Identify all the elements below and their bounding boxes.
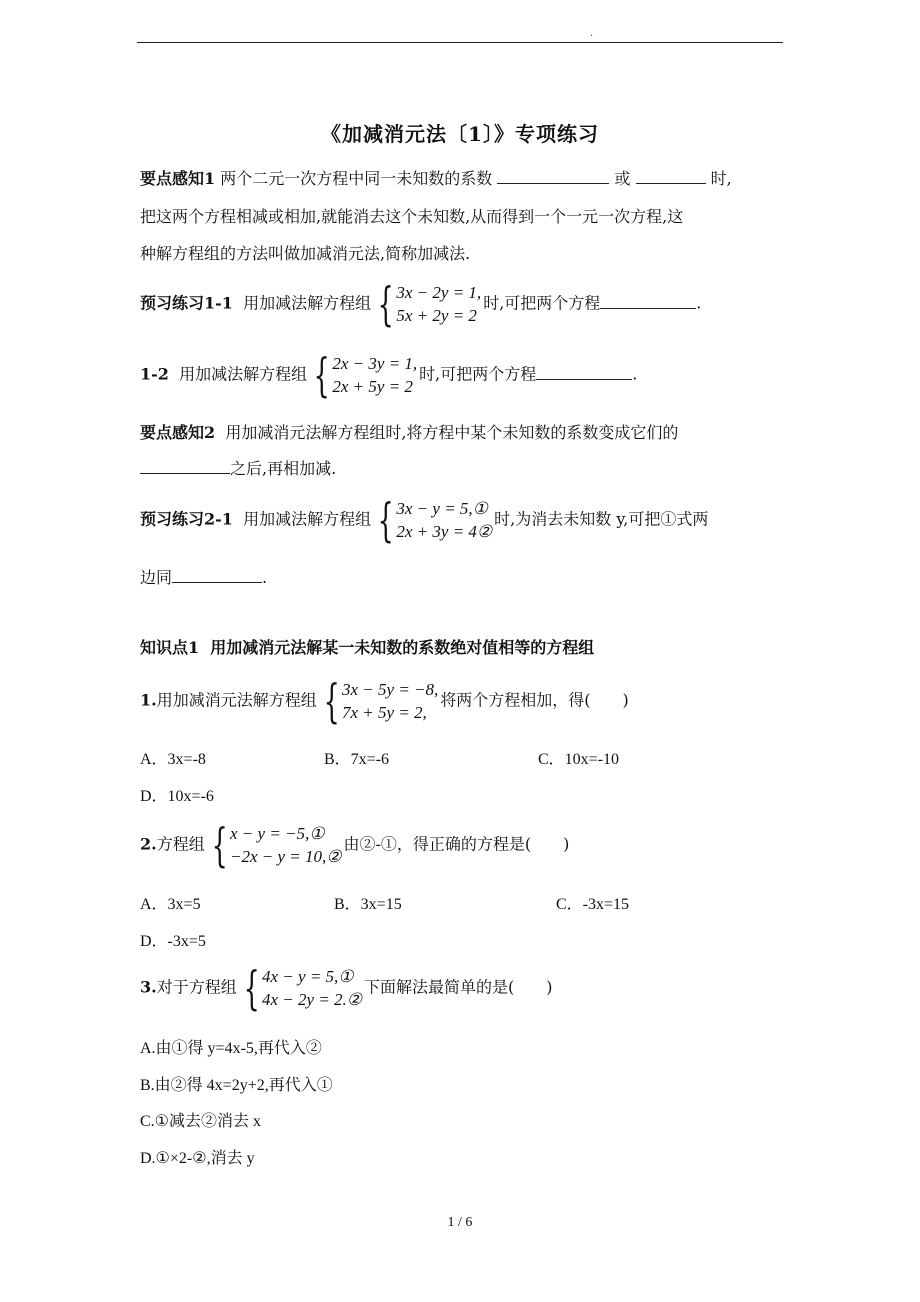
answer-blank[interactable]: [600, 292, 696, 309]
answer-blank[interactable]: [536, 363, 632, 380]
key-point-2-text2: 之后,再相加减.: [230, 459, 337, 478]
preview-2-1-line2: 边同: [140, 568, 173, 587]
equation-system: { 3x − y = 5,① 2x + 3y = 4②: [377, 493, 493, 547]
page-number: 1 / 6: [447, 1215, 473, 1230]
question-number: 2.: [140, 834, 157, 854]
key-point-1-label: 要点感知1: [140, 169, 216, 188]
equation: 4x − y = 5,①: [262, 967, 354, 986]
preview-2-1-label: 预习练习2-1: [140, 509, 233, 529]
preview-1-2-lead: 用加减法解方程组: [179, 364, 308, 384]
knowledge-point-1-label: 知识点1: [140, 638, 200, 657]
preview-exercise-2-1-line2: [140, 566, 267, 589]
option-c[interactable]: C．-3x=15: [556, 896, 630, 913]
header-dot: .: [590, 28, 594, 39]
equation: −2x − y = 10,②: [230, 847, 342, 866]
equation: 2x + 3y = 4②: [396, 522, 493, 541]
preview-2-1-lead: 用加减法解方程组: [243, 509, 372, 529]
preview-exercise-2-1: [140, 493, 709, 547]
period: .: [632, 364, 638, 384]
question-2: [140, 818, 570, 872]
key-point-1-text: 两个二元一次方程中同一未知数的系数: [220, 169, 493, 188]
question-1-lead: 用加减消元法解方程组: [156, 690, 317, 710]
question-3-lead: 对于方程组: [156, 977, 237, 997]
answer-blank[interactable]: [172, 566, 262, 583]
equation-system: { 2x − 3y = 1, 2x + 5y = 2: [313, 348, 418, 402]
option-a[interactable]: A．3x=-8: [140, 751, 206, 768]
answer-blank[interactable]: [140, 457, 230, 474]
question-1: [140, 674, 629, 728]
option-d[interactable]: D．10x=-6: [140, 788, 214, 805]
answer-blank[interactable]: [636, 167, 706, 184]
equation: 3x − 2y = 1,: [396, 283, 482, 302]
option-b[interactable]: B．7x=-6: [324, 751, 390, 768]
knowledge-point-1: [140, 637, 594, 659]
equation: 2x − 3y = 1,: [332, 354, 418, 373]
question-1-after: 将两个方程相加，得( ): [440, 690, 629, 710]
equation: 2x + 5y = 2: [332, 377, 413, 396]
question-3-after: 下面解法最简单的是( ): [364, 977, 553, 997]
preview-exercise-1-2: [140, 348, 638, 402]
equation-system: { 3x − 2y = 1, 5x + 2y = 2: [377, 277, 482, 331]
option-a[interactable]: A.由①得 y=4x-5,再代入②: [140, 1040, 322, 1057]
key-point-2: [140, 422, 678, 444]
question-3: [140, 961, 553, 1015]
key-point-2-line2: [140, 457, 336, 480]
option-c[interactable]: C.①减去②消去 x: [140, 1113, 262, 1130]
key-point-1-line2: 把这两个方程相减或相加,就能消去这个未知数,从而得到一个一元一次方程,这: [140, 207, 684, 226]
equation-system: { 3x − 5y = −8, 7x + 5y = 2,: [323, 674, 439, 728]
option-d[interactable]: D．-3x=5: [140, 933, 206, 950]
option-b[interactable]: B．3x=15: [334, 896, 402, 913]
equation: 3x − 5y = −8,: [342, 680, 439, 699]
equation-system: { x − y = −5,① −2x − y = 10,②: [211, 818, 342, 872]
preview-2-1-after: 时,为消去未知数 y,可把①式两: [494, 509, 709, 529]
key-point-2-text: 用加减消元法解方程组时,将方程中某个未知数的系数变成它们的: [225, 423, 679, 442]
equation: 5x + 2y = 2: [396, 306, 477, 325]
key-point-1-line3: 种解方程组的方法叫做加减消元法,简称加减法.: [140, 244, 471, 263]
question-number: 1.: [140, 690, 157, 710]
option-b[interactable]: B.由②得 4x=2y+2,再代入①: [140, 1077, 333, 1094]
option-a[interactable]: A．3x=5: [140, 896, 201, 913]
period: .: [696, 293, 702, 313]
question-2-after: 由②-①，得正确的方程是( ): [343, 834, 570, 854]
key-point-1: [140, 167, 732, 190]
preview-1-2-after: 时,可把两个方程: [419, 364, 537, 384]
equation-system: { 4x − y = 5,① 4x − 2y = 2.②: [243, 961, 363, 1015]
period: .: [262, 568, 268, 587]
option-d[interactable]: D.①×2-②,消去 y: [140, 1150, 255, 1167]
question-2-lead: 方程组: [156, 834, 205, 854]
question-number: 3.: [140, 977, 157, 997]
preview-exercise-1-1: [140, 277, 702, 331]
or-text: 或: [614, 169, 631, 188]
preview-1-1-label: 预习练习1-1: [140, 293, 233, 313]
equation: 3x − y = 5,①: [396, 499, 488, 518]
knowledge-point-1-text: 用加减消元法解某一未知数的系数绝对值相等的方程组: [210, 638, 595, 657]
equation: x − y = −5,①: [230, 824, 325, 843]
preview-1-2-label: 1-2: [140, 364, 169, 384]
when-text: 时,: [710, 169, 732, 188]
page-title: 《加减消元法〔1〕》专项练习: [321, 122, 599, 146]
preview-1-1-lead: 用加减法解方程组: [243, 293, 372, 313]
answer-blank[interactable]: [497, 167, 609, 184]
equation: 7x + 5y = 2,: [342, 703, 427, 722]
option-c[interactable]: C．10x=-10: [538, 751, 620, 768]
key-point-2-label: 要点感知2: [140, 423, 216, 442]
preview-1-1-after: 时,可把两个方程: [483, 293, 601, 313]
equation: 4x − 2y = 2.②: [262, 990, 363, 1009]
header-rule: [137, 42, 783, 43]
